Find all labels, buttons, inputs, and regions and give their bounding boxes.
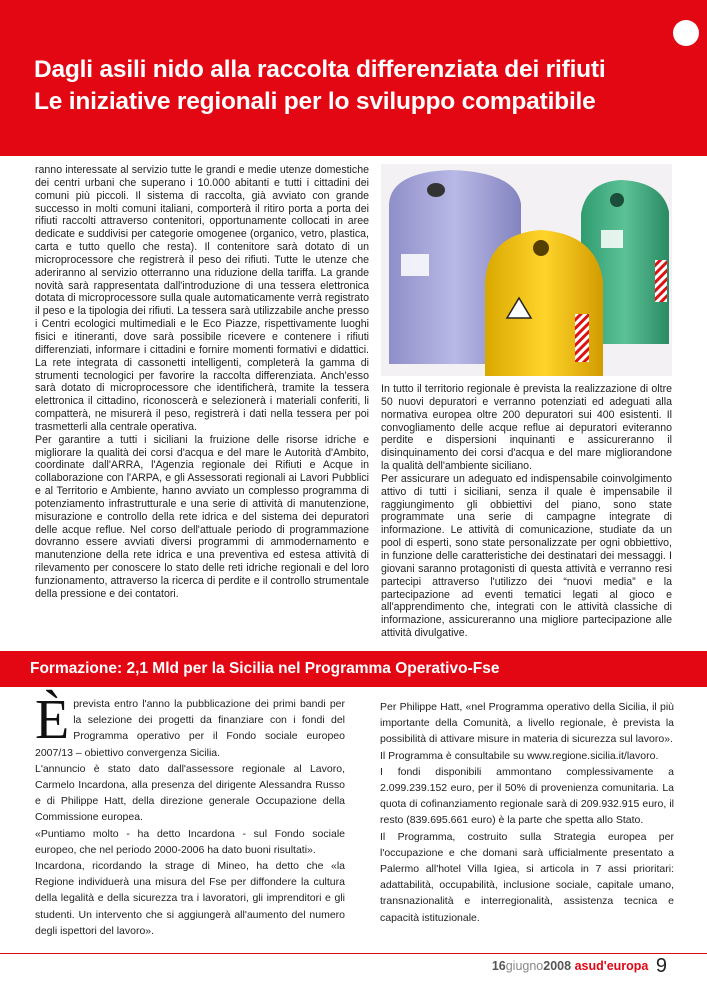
header-dot-decoration — [673, 20, 699, 46]
footer-year: 2008 — [543, 959, 572, 973]
article2-left-paragraph-3: «Puntiamo molto - ha detto Incardona - sul Fondo sociale europeo, che nel periodo 2000-2006 ha dato buoni risultati». — [35, 827, 345, 856]
title-line-1: Dagli asili nido alla raccolta differenziata dei rifiuti — [34, 56, 606, 83]
article1-left-paragraph-1: ranno interessate al servizio tutte le grandi e medie utenze domestiche dei centri urbani che superano i 10.000 abitanti e tutti i cittadini dei comuni più piccoli. Il sistema di raccolta, già avviato con grande successo in molti comuni italiani, comporterà il ritiro porta a porta dei rifiuti raccolti attraverso contenitori, opportunamente collocati in aree dedicate e suddivisi per categorie omogenee (organico, vetro, plastica, carta e tutto quello che resta). Il contenitore sarà dotato di un microprocessore che registrerà il peso dei rifiuti. Tutte le utenze che aderiranno al servizio otterranno una riduzione della tariffa. La grande novità sarà rappresentata dall'introduzione di una tessera elettronica dotata di microprocessore sulla quale automaticamente verrà registrato il peso e la tipologia dei rifiuti. La tessera sarà utilizzabile anche presso i Centri ecologici multimediali e le Eco Piazze, rispettivamente luoghi fisici e itineranti, dove sarà possibile ricevere e contenere i rifiuti differenziati, informare i cittadini e fornire momenti formativi e didattici. La rete integrata di cassonetti intelligenti, completerà la gamma di strumenti tecnologici per favorire la raccolta differenziata. Anch'esso sarà dotato di microprocessore che identificherà, tramite la tessera elettronica il cittadino, riconoscerà e selezionerà i materiali conferiti, li compatterà, ne misurerà il peso, registrerà i dati nella tessera per poi trasmetterli alla centrale operativa. — [35, 164, 369, 433]
footer-month: giugno — [505, 959, 544, 973]
article2-right-paragraph-1: Per Philippe Hatt, «nel Programma operativo della Sicilia, il più importante della Comunità, a livello regionale, è prevista la possibilità di attivare misure in materia di sicurezza sul lavoro». — [380, 701, 674, 746]
title-line-2: Le iniziative regionali per lo sviluppo compatibile — [34, 88, 596, 115]
article2-left-paragraph-4: Incardona, ricordando la strage di Mineo, ha detto che «la Regione individuerà una misura del Fse per diffondere la cultura della legalità e della sicurezza tra i lavoratori, gli imprenditori e gli studenti. Un intervento che si aggiungerà all'aumento del numero degli ispettori del lavoro». — [35, 860, 345, 937]
article2-right-paragraph-2: Il Programma è consultabile su www.regione.sicilia.it/lavoro. — [380, 749, 659, 762]
footer-magazine: asud'europa — [574, 959, 649, 973]
section-heading: Formazione: 2,1 Mld per la Sicilia nel Programma Operativo-Fse — [30, 660, 500, 677]
article2-left-paragraph-1 — [35, 689, 345, 761]
footer-day: 16 — [491, 959, 506, 973]
recycling-bins-illustration — [381, 164, 672, 376]
article1-left-paragraph-2: Per garantire a tutti i siciliani la fruizione delle risorse idriche e migliorare la qualità dei corsi d'acqua e del mare le Autorità d'Ambito, coordinate dall'ARRA, l'Agenzia regionale dei Rifiuti e Acque in collaborazione con l'ARPA, e gli Assessorati regionali ai Lavori Pubblici e al Territorio e Ambiente, hanno avviato un complesso programma di potenziamento infrastrutturale e una serie di attività di manutenzione, misurazione e controllo della rete idrica e del sistema dei depuratori delle acque reflue. Nel corso dell'attuale periodo di programmazione dovranno essere avviati diversi programmi di ammodernamento e manutenzione della rete idrica e una preventiva ed estesa attività di rilevamento per conoscere lo stato delle reti idriche regionali e del loro funzionamento, attraverso la ricerca di perdite e il controllo strumentale della pressione e dei contatori. — [35, 433, 369, 600]
article1-right-paragraph-1: In tutto il territorio regionale è prevista la realizzazione di oltre 50 nuovi depuratori e verranno potenziati ed adeguati alla normativa europea oltre 200 depuratori sui 400 esistenti. Il convogliamento delle acque reflue ai depuratori eviteranno perdite e dispersioni inquinanti e assicureranno il disinquinamento dei corsi d'acqua e del mare migliorandone la qualità dell'ambiente siciliano. — [381, 383, 672, 473]
article2-right-column — [380, 699, 674, 926]
recycling-bins-photo — [381, 164, 672, 376]
page-title — [34, 54, 606, 118]
article1-right-paragraph-2: Per assicurare un adeguato ed indispensabile coinvolgimento attivo di tutti i siciliani, senza il quale è impensabile il raggiungimento gli obbiettivi del piano, sono state programmate una serie di campagne integrate di informazione. Le attività di comunicazione, studiate da un pool di esperti, sono state personalizzate per ogni obbiettivo, in funzione delle caratteristiche dei destinatari dei messaggi. I giovani saranno protagonisti di questa attività e verranno resi partecipi attraverso l'utilizzo dei “nuovi media” e la partecipazione ad eventi tematici legati al gioco e all'apprendimento che, integrati con le attività classiche di informazione, assicureranno una migliore partecipazione alle attività divulgative. — [381, 472, 672, 640]
footer-divider — [0, 953, 707, 954]
article2-right-paragraph-4: Il Programma, costruito sulla Strategia europea per l'occupazione e che domani sarà ufficialmente presentato a Palermo all'hotel Villa Igiea, si articola in 7 assi prioritari: adattabilità, occupabilità, inclusione sociale, capitale umano, transnazionalità e interregionalità, assistenza tecnica e capacità istituzionale. — [380, 830, 674, 924]
article2-right-paragraph-3: I fondi disponibili ammontano complessivamente a 2.099.239.152 euro, per il 50% di provenienza comunitaria. La quota di cofinanziamento regionale sarà di 209.932.915 euro, il resto (839.695.661 euro) è la parte che spetta allo Stato. — [380, 765, 674, 827]
page-footer — [492, 955, 667, 978]
article1-right-column — [381, 383, 672, 640]
article1-left-column — [35, 164, 369, 601]
article2-left-column — [35, 689, 345, 939]
dropcap: È — [35, 689, 70, 751]
page-number: 9 — [655, 955, 667, 977]
article2-left-paragraph-2: L'annuncio è stato dato dall'assessore regionale al Lavoro, Carmelo Incardona, alla presenza del dirigente Alessandra Russo e di Philippe Hatt, della direzione generale Occupazione della Commissione europea. — [35, 762, 345, 824]
page-header — [0, 0, 707, 156]
article2-left-paragraph-1-text: prevista entro l'anno la pubblicazione dei primi bandi per la selezione dei progetti da finanziare con i fondi del Programma operativo per il Fondo sociale europeo 2007/13 – obiettivo convergenza Sicilia. — [35, 698, 345, 759]
section-band — [0, 651, 707, 687]
